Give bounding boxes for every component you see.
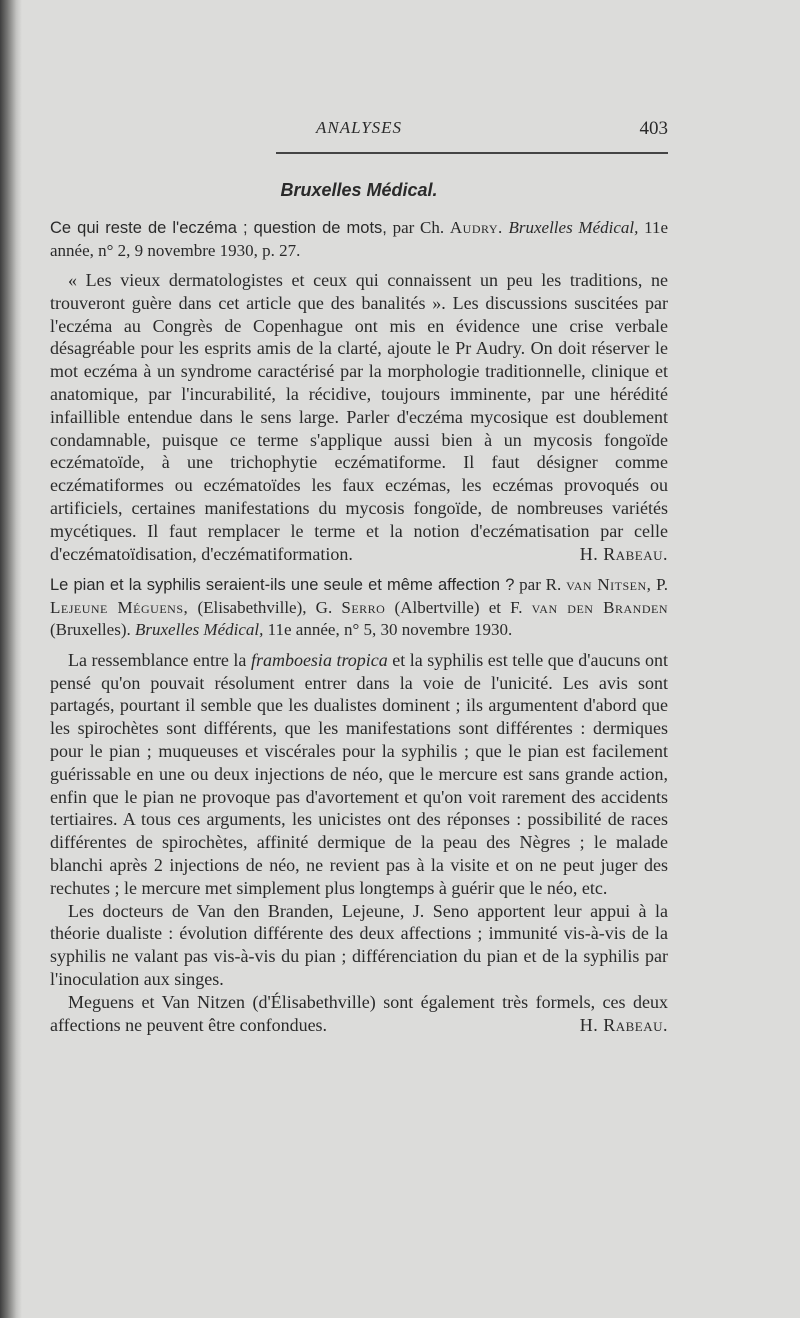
page-number: 403 bbox=[639, 118, 668, 139]
journal-title: Bruxelles Médical. bbox=[280, 180, 438, 200]
article2-author2: Lejeune Méguens, bbox=[50, 597, 189, 617]
article2-mid2: (Elisabethville), G. bbox=[188, 597, 342, 617]
article1-title: Ce qui reste de l'eczéma ; question de mots, bbox=[50, 219, 387, 237]
article2-author1: van Nitsen, bbox=[566, 575, 652, 595]
article2-p1-italic: framboesia tropica bbox=[250, 649, 388, 670]
article1-body-text: « Les vieux dermatologistes et ceux qui connaissent un peu les traditions, ne trouveront guère dans cet article que des banalités ». Les discussions suscitées par l'eczéma au Congrès de Copenhague ont mis en évidence une crise verbale désagréable pour les esprits amis de la clarté, ajoute le Pr Audry. On doit réserver le mot eczéma à un syndrome caractérisé par la morphologie traditionnelle, clinique et anatomique, par l'incurabilité, la récidive, toujours imminente, par une hérédité infaillible entendue dans le sens large. Parler d'eczéma mycosique est doublement condamnable, puisque ce terme s'applique aussi bien à un mycosis fongoïde eczématoïde, à une trichophytie eczématiforme. Il faut désigner comme eczématiformes ou eczématoïdes les faux eczémas, les eczémas provoqués ou artificiels, certaines manifestations du mycosis fongoïde, de nombreuses variétés mycétiques. Il faut remplacer le terme et la notion d'eczématisation par celle d'eczématoïdisation, d'eczématiformation. bbox=[50, 270, 668, 564]
article2-paragraph-1 bbox=[50, 649, 668, 900]
article2-signature: H. Rabeau. bbox=[579, 1014, 668, 1035]
article2-p3-text: Meguens et Van Nitzen (d'Élisabethville) sont également très formels, ces deux affections ne peuvent être confondues. bbox=[50, 991, 668, 1035]
article2-p1-start: La ressemblance entre la bbox=[68, 649, 251, 670]
article1-journal: Bruxelles Médical, bbox=[508, 218, 639, 237]
article1-signature: H. Rabeau. bbox=[579, 543, 668, 564]
header-rule bbox=[276, 152, 668, 154]
book-binding-shadow bbox=[0, 0, 22, 1318]
article2-citation: 11e année, n° 5, 30 novembre 1930. bbox=[263, 620, 513, 640]
article1-author: Audry. bbox=[449, 218, 503, 237]
article2-journal: Bruxelles Médical, bbox=[134, 620, 264, 640]
article1-body bbox=[50, 269, 668, 565]
article1-citation: 11e année, n° 2, 9 novembre 1930, p. 27. bbox=[50, 218, 669, 260]
article1-by: par Ch. bbox=[386, 218, 450, 237]
page bbox=[50, 118, 668, 1036]
article2-title: Le pian et la syphilis seraient-ils une seule et même affection ? bbox=[50, 576, 515, 595]
article2-paragraph-2: Les docteurs de Van den Branden, Lejeune, J. Seno apportent leur appui à la théorie dualiste : évolution différente des deux affections ; immunité vis-à-vis de la syphilis ne valant pas vis-à-vis du pian ; différenciation du pian et de la syphilis par l'inoculation aux singes. bbox=[50, 900, 668, 990]
article1-heading bbox=[50, 217, 668, 262]
article2-mid1: P. bbox=[651, 575, 668, 595]
article2-p1-end: et la syphilis est telle que d'aucuns ont pensé qu'on pouvait résolument entrer dans la voie de l'unicité. Les avis sont partagés, pourtant il semble que les dualistes dominent ; ils argumentent d'abord que les spirochètes sont différents, que les manifestations sont différentes : dermiques pour le pian ; muqueuses et viscérales pour la syphilis ; que le pian est facilement guérissable en une ou deux injections de néo, que le mercure est sans grande action, enfin que le pian ne provoque pas d'avortement et qu'on voit rarement des accidents tertiaires. A tous ces arguments, les unicistes ont des réponses : possibilité de races différentes de spirochètes, affinité dermique de la peau des Nègres ; le malade blanchi après 2 injections de néo, ne revient pas à la visite et on ne peut juger des rechutes ; le mercure met simplement plus longtemps à guérir que le néo, etc. bbox=[50, 649, 669, 898]
article2-author4: van den Branden bbox=[531, 597, 668, 617]
article2-heading bbox=[50, 574, 668, 642]
article2-author3: Serro bbox=[341, 597, 386, 617]
article2-by: par R. bbox=[514, 575, 567, 595]
article2-mid3: (Albertville) et F. bbox=[385, 597, 532, 617]
article2-mid4: (Bruxelles). bbox=[50, 620, 135, 640]
article2-paragraph-3 bbox=[50, 991, 668, 1037]
running-title: ANALYSES bbox=[315, 118, 403, 137]
running-head bbox=[50, 118, 668, 144]
